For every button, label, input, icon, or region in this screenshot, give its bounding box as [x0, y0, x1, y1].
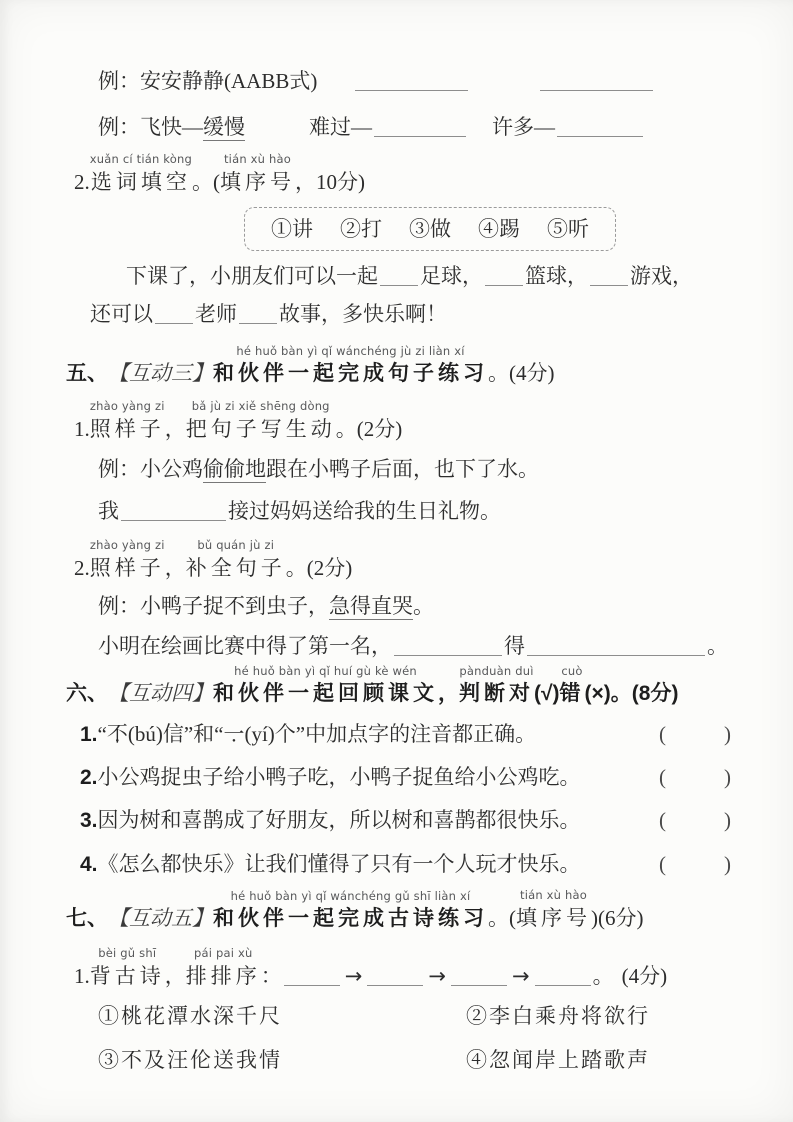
heading-segment: (√)	[534, 682, 560, 705]
blank-line	[394, 652, 502, 656]
heading-segment: cuò 错	[559, 664, 585, 705]
poem-options-row2	[98, 1045, 737, 1075]
pinyin-label: zhào yàng zi	[89, 399, 165, 413]
question2-heading	[74, 152, 737, 197]
poem-option: ①桃花潭水深千尺	[98, 1004, 282, 1028]
poem-option: ③不及汪伦送我情	[98, 1048, 282, 1072]
heading-segment: zhào yàng zi 照样子	[89, 399, 165, 441]
section5-heading	[66, 343, 737, 389]
heading-segment: 。(4分)	[488, 361, 555, 385]
word-bank-item: ③做	[409, 217, 451, 241]
heading-segment: bèi gǔ shī 背古诗	[89, 946, 165, 988]
underlined-phrase: 急得直哭	[329, 594, 413, 618]
heading-segment: 七、	[66, 907, 108, 930]
heading-segment: 2.	[74, 170, 90, 194]
score-label: (4分)	[621, 964, 668, 988]
dotted-char: 一 ●	[223, 719, 244, 749]
heading-segment: bǎ jù zi xiě shēng dòng 把句子写生动	[185, 399, 336, 441]
pinyin-label: hé huǒ bàn yì qǐ wánchéng gǔ shī liàn xí	[230, 889, 471, 903]
section7-heading	[66, 888, 737, 934]
heading-segment: tián xù hào 填序号	[219, 152, 295, 194]
section5-q2-example: 例：小鸭子捉不到虫子，急得直哭。	[98, 594, 434, 618]
heading-segment: )(6分)	[591, 906, 644, 930]
blank-line	[380, 282, 418, 286]
example-antonym-row	[98, 112, 737, 142]
pinyin-label: bǎ jù zi xiě shēng dòng	[191, 399, 330, 413]
section5-q2-answer-line: 小明在绘画比赛中得了第一名， 得 。	[98, 634, 728, 658]
word-bank-item: ①讲	[271, 217, 313, 241]
blank-line	[367, 982, 423, 986]
heading-segment: hé huǒ bàn yì qǐ wánchéng gǔ shī liàn xí 和伙伴一起完成古诗练习	[213, 889, 488, 930]
pinyin-label: pái pai xù	[194, 946, 253, 960]
word-bank-item: ⑤听	[547, 217, 589, 241]
section5-q2-heading	[74, 538, 737, 583]
pinyin-label: tián xù hào	[519, 888, 588, 902]
example-aabb-row	[98, 66, 737, 96]
dotted-char: 不 ●	[107, 719, 128, 749]
arrow-glyph: →	[344, 964, 363, 988]
blank-line	[121, 517, 226, 521]
heading-segment: hé huǒ bàn yì qǐ huí gù kè wén 和伙伴一起回顾课文	[213, 664, 438, 705]
heading-segment: xuǎn cí tián kòng 选词填空	[89, 152, 192, 194]
pinyin-label: cuò	[561, 664, 583, 678]
blank-line	[590, 282, 628, 286]
heading-segment: 。(2分)	[285, 556, 353, 580]
word-bank-box	[244, 207, 616, 251]
underlined-phrase: 偷偷地	[203, 457, 266, 481]
heading-segment: hé huǒ bàn yì qǐ wánchéng jù zi liàn xí 和伙伴一起完成句子练习	[213, 344, 488, 385]
heading-segment: ：	[260, 964, 282, 988]
fill-paragraph-line2: 还可以 老师 故事，多快乐啊！	[90, 302, 447, 326]
blank-line	[284, 982, 340, 986]
antonym-word-2: 许多—	[492, 115, 555, 139]
heading-segment: 2.	[74, 556, 90, 580]
answer-parentheses: ( )	[659, 808, 731, 832]
heading-segment: pànduàn duì 判断对	[459, 664, 534, 705]
tf-item-2: 2. 小公鸡捉虫子给小鸭子吃，小鸭子捉鱼给小公鸡吃。 ( )	[80, 762, 737, 793]
arrow-glyph: →	[428, 964, 446, 988]
blank-line	[451, 982, 507, 986]
example-aabb-label: 例：安安静静(AABB式)	[98, 69, 318, 93]
heading-segment: 五、	[66, 362, 108, 385]
heading-segment: ，10分)	[294, 170, 365, 194]
heading-segment: 。(	[488, 906, 516, 930]
pinyin-label: bǔ quán jù zi	[197, 538, 275, 552]
heading-segment: pái pai xù 排排序	[185, 946, 261, 988]
tf-item-4: 4. 《怎么都快乐》让我们懂得了只有一个人玩才快乐。 ( )	[80, 849, 737, 880]
word-bank-item: ②打	[340, 217, 382, 241]
answer-parentheses: ( )	[659, 765, 731, 789]
pinyin-label: zhào yàng zi	[89, 538, 165, 552]
heading-segment: 。(	[191, 170, 220, 194]
word-bank-item: ④踢	[478, 217, 520, 241]
heading-segment: ，	[164, 417, 186, 441]
pinyin-label: tián xù hào	[223, 152, 291, 166]
blank-line	[527, 652, 705, 656]
blank-line	[239, 320, 277, 324]
tf-item-1: 1. “ 不 ● (bú)信”和“ 一 ● (yí)个”中加点字的注音都正确。 ( )	[80, 719, 737, 750]
heading-segment: 。(2分)	[335, 417, 403, 441]
heading-segment: ，	[164, 964, 186, 988]
section6-heading	[66, 663, 737, 709]
answer-parentheses: ( )	[659, 722, 731, 746]
section5-q1-heading	[74, 399, 737, 444]
poem-option: ④忽闻岸上踏歌声	[466, 1048, 650, 1072]
heading-segment: ，	[164, 556, 186, 580]
heading-segment: zhào yàng zi 照样子	[89, 538, 165, 580]
poem-option: ②李白乘舟将欲行	[466, 1004, 650, 1028]
pinyin-label: hé huǒ bàn yì qǐ huí gù kè wén	[234, 664, 417, 678]
tf-item-3: 3. 因为树和喜鹊成了好朋友，所以树和喜鹊都很快乐。 ( )	[80, 805, 737, 836]
blank-line	[374, 133, 466, 137]
poem-options-row1	[98, 1001, 737, 1031]
heading-segment: 六、	[66, 682, 108, 705]
fill-paragraph-line1: 下课了，小朋友们可以一起 足球， 篮球， 游戏，	[126, 264, 693, 288]
heading-segment: 1.	[74, 964, 90, 988]
blank-line	[355, 87, 468, 91]
pinyin-label: hé huǒ bàn yì qǐ wánchéng jù zi liàn xí	[236, 344, 465, 358]
section5-q1-example: 例：小公鸡偷偷地跟在小鸭子后面，也下了水。	[98, 457, 539, 481]
blank-line	[540, 87, 653, 91]
pinyin-label: bèi gǔ shī	[98, 946, 157, 960]
heading-segment: tián xù hào 填序号	[516, 888, 591, 930]
blank-line	[557, 133, 643, 137]
blank-line	[485, 282, 523, 286]
heading-segment: ，	[438, 682, 459, 705]
heading-segment: 【互动三】	[108, 361, 213, 385]
pinyin-label: pànduàn duì	[459, 664, 534, 678]
heading-segment: 【互动四】	[108, 681, 213, 705]
blank-line	[535, 982, 591, 986]
heading-segment: (×)。(8分)	[584, 682, 679, 705]
blank-line	[155, 320, 193, 324]
heading-segment: 【互动五】	[108, 906, 213, 930]
pinyin-label: xuǎn cí tián kòng	[89, 152, 192, 166]
section5-q1-answer-line: 我 接过妈妈送给我的生日礼物。	[98, 499, 501, 523]
antonym-example-prefix: 例：飞快—	[98, 115, 203, 139]
heading-segment: 1.	[74, 417, 90, 441]
antonym-example-answer: 缓慢	[203, 115, 245, 139]
answer-parentheses: ( )	[659, 852, 731, 876]
heading-segment: bǔ quán jù zi 补全句子	[185, 538, 286, 580]
section7-q1-row: 1. bèi gǔ shī 背古诗 ， pái pai xù 排排序 ： → → → 。 (4分)	[74, 946, 737, 991]
arrow-glyph: →	[511, 964, 530, 988]
antonym-word-1: 难过—	[309, 115, 372, 139]
